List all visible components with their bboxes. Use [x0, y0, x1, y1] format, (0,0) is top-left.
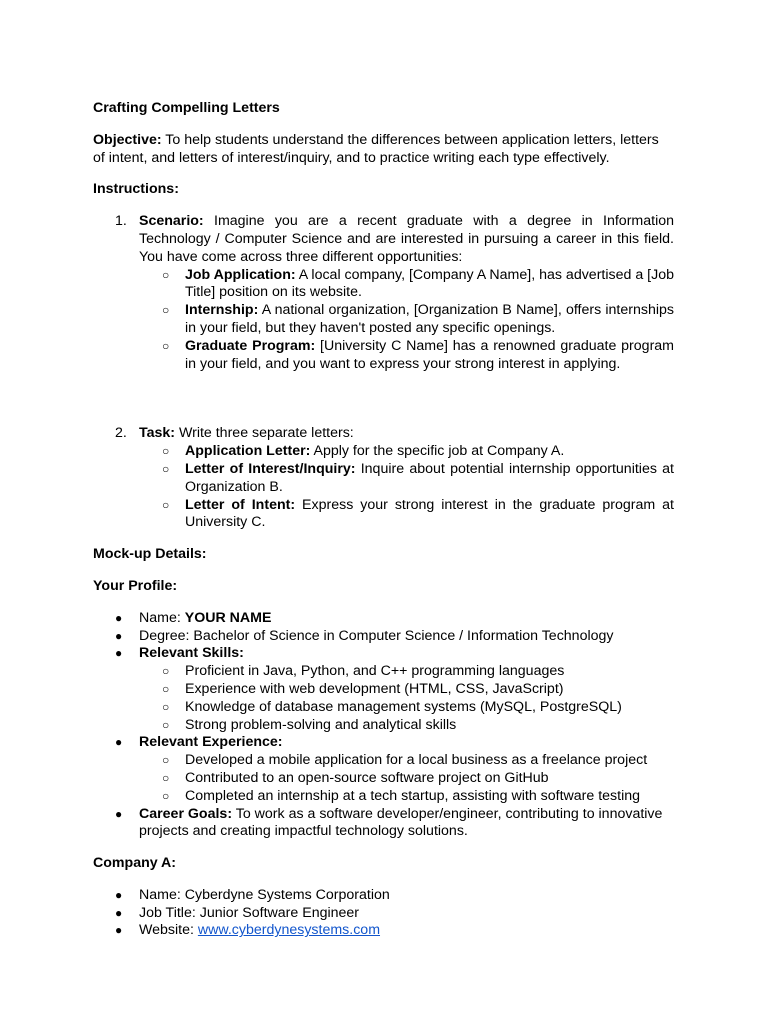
scenario-sublist — [139, 267, 674, 374]
company-website-link[interactable]: www.cyberdynesystems.com — [197, 922, 381, 939]
circle-bullet-icon: ○ — [162, 717, 170, 732]
circle-bullet-icon: ○ — [162, 338, 170, 353]
profile-name-item: ● Name: YOUR NAME — [115, 609, 272, 626]
skills-sublist — [139, 663, 674, 734]
profile-skills-item: ● Relevant Skills: ○ Proficient in Java, Python, and C++ programming languages ○ Experience with web development (HTML, CSS, JavaScript) ○ Knowledge of database management systems (MySQL, PostgreSQL) ○ Strong problem-solving and analytical skills — [93, 645, 674, 734]
experience-item: ○ Completed an internship at a tech startup, assisting with software testing — [162, 787, 641, 804]
bullet-icon: ● — [115, 806, 123, 821]
company-heading: Company A: — [93, 855, 177, 872]
company-website-item: ● Website: www.cyberdynesystems.com — [115, 922, 381, 939]
company-job-item: ● Job Title: Junior Software Engineer — [115, 904, 360, 921]
bullet-icon: ● — [115, 646, 123, 661]
instructions-heading: Instructions: — [93, 181, 179, 198]
skill-item: ○ Strong problem-solving and analytical skills — [162, 716, 457, 733]
sublist-item: ○ Internship: A national organization, [Organization B Name], offers internships in your field, but they haven't posted any specific openings. — [162, 302, 674, 336]
circle-bullet-icon: ○ — [162, 753, 170, 768]
profile-degree-item: ● Degree: Bachelor of Science in Computer Science / Information Technology — [115, 627, 614, 644]
company-list — [93, 887, 674, 940]
document-title: Crafting Compelling Letters — [93, 100, 280, 116]
task-sublist — [139, 443, 674, 532]
step-text: Scenario: Imagine you are a recent graduate with a degree in Information Technology / Computer Science and are interested in pursuing a career in this field. You have come across three different opportunities: — [139, 213, 674, 265]
experience-item: ○ Contributed to an open-source software project on GitHub — [162, 769, 549, 786]
company-name-item: ● Name: Cyberdyne Systems Corporation — [115, 886, 390, 903]
circle-bullet-icon: ○ — [162, 303, 170, 318]
objective-label: Objective: — [93, 131, 162, 148]
skill-item: ○ Experience with web development (HTML, CSS, JavaScript) — [162, 680, 564, 697]
experience-item: ○ Developed a mobile application for a local business as a freelance project — [162, 752, 648, 769]
bullet-icon: ● — [115, 610, 123, 625]
step-number: 2. — [115, 425, 127, 442]
circle-bullet-icon: ○ — [162, 788, 170, 803]
bullet-icon: ● — [115, 923, 123, 938]
bullet-icon: ● — [115, 905, 123, 920]
objective-paragraph — [93, 132, 674, 168]
document-body — [93, 100, 674, 940]
profile-goals-item: ● Career Goals: To work as a software developer/engineer, contributing to innovative projects and creating impactful technology solutions. — [115, 805, 663, 840]
sublist-item: ○ Letter of Intent: Express your strong interest in the graduate program at University C. — [162, 496, 674, 531]
circle-bullet-icon: ○ — [162, 770, 170, 785]
circle-bullet-icon: ○ — [162, 497, 170, 512]
profile-heading: Your Profile: — [93, 577, 178, 594]
bullet-icon: ● — [115, 735, 123, 750]
instruction-step-task — [93, 425, 674, 532]
bullet-icon: ● — [115, 628, 123, 643]
profile-experience-item: ● Relevant Experience: ○ Developed a mobile application for a local business as a freelance project ○ Contributed to an open-source software project on GitHub ○ Completed an internship at a tech startup, assisting with software testing — [93, 734, 674, 805]
experience-sublist — [139, 752, 674, 805]
instructions-list — [93, 213, 674, 532]
circle-bullet-icon: ○ — [162, 699, 170, 714]
objective-text: To help students understand the differences between application letters, letters of intent, and letters of interest/inquiry, and to practice writing each type effectively. — [93, 131, 659, 166]
bullet-icon: ● — [115, 887, 123, 902]
circle-bullet-icon: ○ — [162, 444, 170, 459]
skill-item: ○ Proficient in Java, Python, and C++ programming languages — [162, 663, 565, 680]
sublist-item: ○ Application Letter: Apply for the specific job at Company A. — [162, 443, 565, 460]
step-number: 1. — [115, 213, 127, 230]
sublist-item: ○ Graduate Program: [University C Name] has a renowned graduate program in your field, and you want to express your strong interest in applying. — [162, 337, 675, 372]
circle-bullet-icon: ○ — [162, 681, 170, 696]
mockup-heading: Mock-up Details: — [93, 546, 207, 563]
instruction-step-scenario — [93, 213, 674, 373]
sublist-item: ○ Job Application: A local company, [Company A Name], has advertised a [Job Title] position on its website. — [162, 266, 674, 301]
circle-bullet-icon: ○ — [162, 461, 170, 476]
sublist-item: ○ Letter of Interest/Inquiry: Inquire about potential internship opportunities at Organization B. — [162, 460, 674, 495]
circle-bullet-icon: ○ — [162, 267, 170, 282]
step-text: Task: Write three separate letters: — [139, 425, 354, 442]
skill-item: ○ Knowledge of database management systems (MySQL, PostgreSQL) — [162, 698, 622, 715]
profile-list — [93, 610, 674, 841]
circle-bullet-icon: ○ — [162, 664, 170, 679]
